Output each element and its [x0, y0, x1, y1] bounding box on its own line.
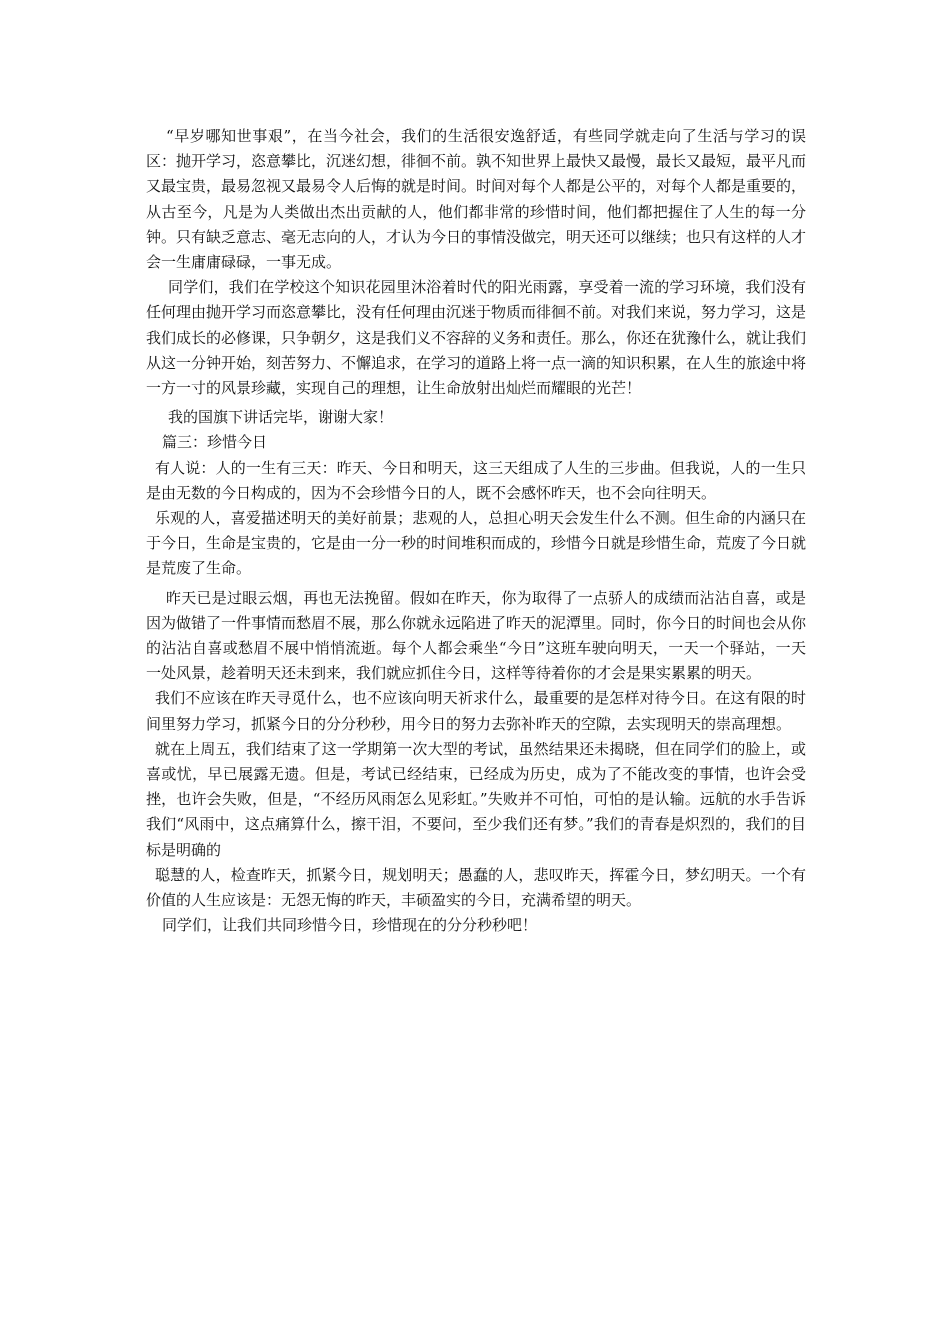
paragraph-exam-last-friday: 就在上周五，我们结束了这一学期第一次大型的考试，虽然结果还未揭晓，但在同学们的脸上，或喜或忧，早已展露无遗。但是，考试已经结束，已经成为历史，成为了不能改变的事情，也许会受挫，也许会失败，但是，“不经历风雨怎么见彩虹。”失败并不可怕，可怕的是认输。远航的水手告诉我们“风雨中，这点痛算什么，擦干泪，不要问，至少我们还有梦。”我们的青春是炽烈的，我们的目标是明确的	[146, 739, 806, 859]
paragraph-final-call: 同学们，让我们共同珍惜今日，珍惜现在的分分秒秒吧！	[162, 916, 538, 935]
paragraph-three-days: 有人说：人的一生有三天：昨天、今日和明天，这三天组成了人生的三步曲。但我说，人的一生只是由无数的今日构成的，因为不会珍惜今日的人，既不会感怀昨天，也不会向往明天。	[146, 458, 806, 502]
paragraph-time-intro: “早岁哪知世事艰”，在当今社会，我们的生活很安逸舒适，有些同学就走向了生活与学习的误区：抛开学习，恣意攀比，沉迷幻想，徘徊不前。孰不知世界上最快又最慢，最长又最短，最平凡而又最宝贵，最易忽视又最易令人后悔的就是时间。时间对每个人都是公平的，对每个人都是重要的，从古至今，凡是为人类做出杰出贡献的人，他们都非常的珍惜时间，他们都把握住了人生的每一分钟。只有缺乏意志、毫无志向的人，才认为今日的事情没做完，明天还可以继续；也只有这样的人才会一生庸庸碌碌，一事无成。	[146, 127, 807, 272]
paragraph-speech-closing: 我的国旗下讲话完毕，谢谢大家！	[168, 408, 394, 427]
paragraph-optimist-pessimist: 乐观的人，喜爱描述明天的美好前景；悲观的人，总担心明天会发生什么不测。但生命的内涵只在于今日，生命是宝贵的，它是由一分一秒的时间堆积而成的，珍惜今日就是珍惜生命，荒废了今日就是荒废了生命。	[146, 509, 807, 578]
section-heading-cherish-today: 篇三：珍惜今日	[162, 433, 268, 452]
paragraph-yesterday-past: 昨天已是过眼云烟，再也无法挽留。假如在昨天，你为取得了一点骄人的成绩而沾沾自喜，或是因为做错了一件事情而愁眉不展，那么你就永远陷进了昨天的泥潭里。同时，你今日的时间也会从你的沾沾自喜或愁眉不展中悄悄流逝。每个人都会乘坐“今日”这班车驶向明天，一天一个驿站，一天一处风景，趁着明天还未到来，我们就应抓住今日，这样等待着你的才会是果实累累的明天。	[146, 588, 807, 683]
paragraph-treat-today: 我们不应该在昨天寻觅什么，也不应该向明天祈求什么，最重要的是怎样对待今日。在这有限的时间里努力学习，抓紧今日的分分秒秒，用今日的努力去弥补昨天的空隙，去实现明天的崇高理想。	[146, 689, 806, 733]
document-body	[146, 124, 806, 939]
paragraph-classmates-study: 同学们，我们在学校这个知识花园里沐浴着时代的阳光雨露，享受着一流的学习环境，我们没有任何理由抛开学习而恣意攀比，没有任何理由沉迷于物质而徘徊不前。对我们来说，努力学习，这是我们成长的必修课，只争朝夕，这是我们义不容辞的义务和责任。那么，你还在犹豫什么，就让我们从这一分钟开始，刻苦努力、不懈追求，在学习的道路上将一点一滴的知识积累，在人生的旅途中将一方一寸的风景珍藏，实现自己的理想，让生命放射出灿烂而耀眼的光芒！	[146, 278, 807, 398]
paragraph-wise-foolish: 聪慧的人，检查昨天，抓紧今日，规划明天；愚蠢的人，悲叹昨天，挥霍今日，梦幻明天。一个有价值的人生应该是：无怨无悔的昨天，丰硕盈实的今日，充满希望的明天。	[146, 865, 806, 910]
